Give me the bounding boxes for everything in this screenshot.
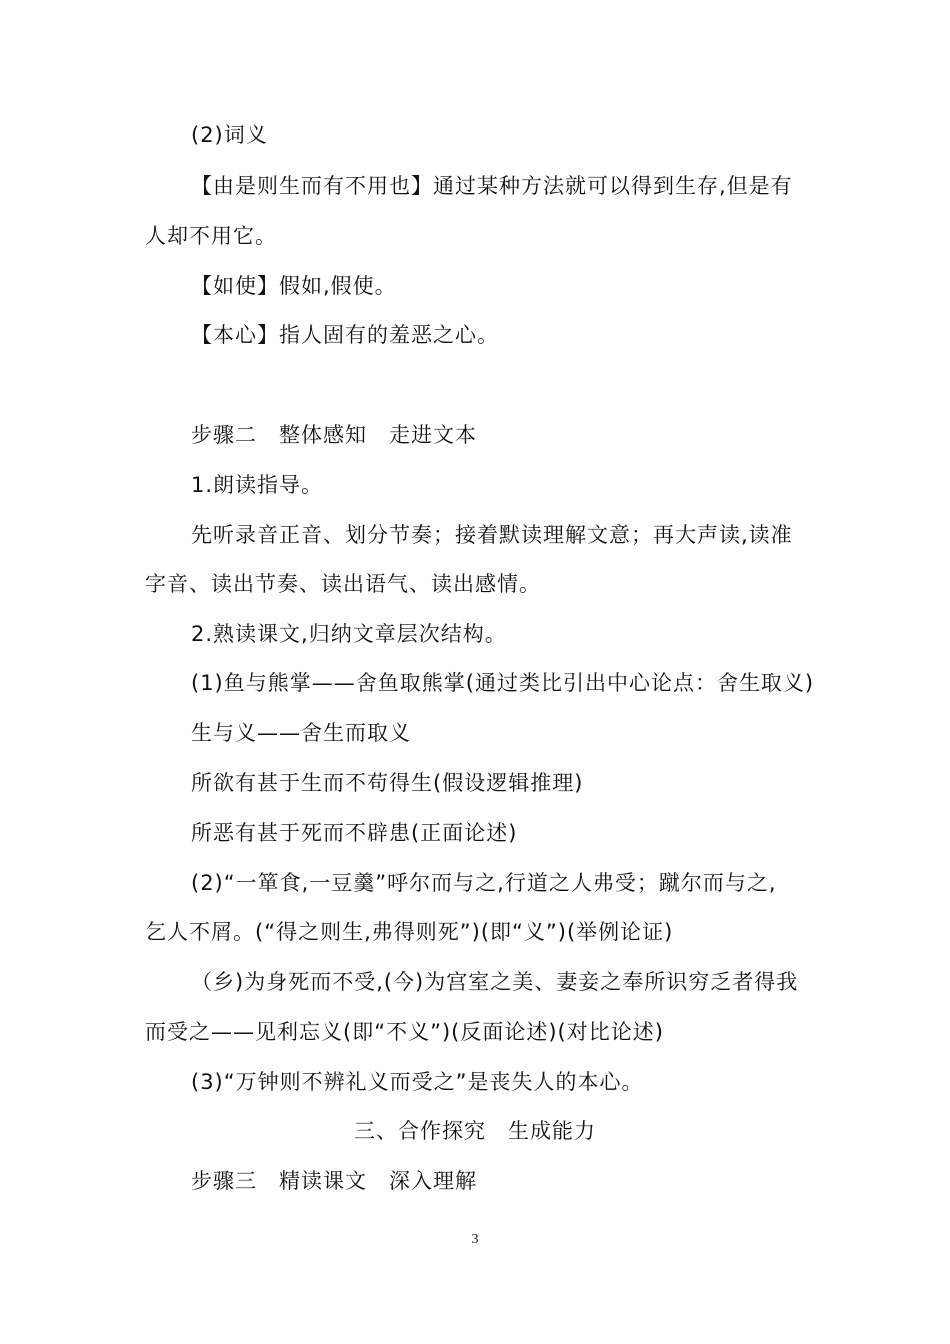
definition-line-continued: 人却不用它。 (145, 224, 277, 248)
page-number: 3 (471, 1232, 479, 1247)
structure-line: (2)“一箪食,一豆羹”呼尔而与之,行道之人弗受；蹴尔而与之, (191, 871, 777, 895)
paragraph-line: 先听录音正音、划分节奏；接着默读理解文意；再大声读,读准 (191, 523, 793, 547)
structure-line: 生与义——舍生而取义 (191, 721, 411, 745)
step-heading: 步骤三 精读课文 深入理解 (191, 1169, 477, 1193)
definition-line: 【本心】指人固有的羞恶之心。 (191, 323, 499, 347)
step-heading: 步骤二 整体感知 走进文本 (191, 423, 477, 447)
structure-line: （乡)为身死而不受,(今)为宫室之美、妻妾之奉所识穷乏者得我 (191, 970, 799, 994)
structure-line: 所欲有甚于生而不苟得生(假设逻辑推理) (191, 771, 584, 795)
structure-line: (1)鱼与熊掌——舍鱼取熊掌(通过类比引出中心论点：舍生取义) (191, 671, 815, 695)
section-heading: 三、合作探究 生成能力 (354, 1119, 596, 1143)
structure-line: (3)“万钟则不辨礼义而受之”是丧失人的本心。 (191, 1070, 644, 1094)
structure-line: 所恶有甚于死而不辟患(正面论述) (191, 821, 518, 845)
paragraph-line-continued: 字音、读出节奏、读出语气、读出感情。 (145, 572, 541, 596)
list-item: 2.熟读课文,归纳文章层次结构。 (191, 622, 507, 646)
definition-line: 【如使】假如,假使。 (191, 274, 397, 298)
structure-line-continued: 乞人不屑。(“得之则生,弗得则死”)(即“义”)(举例论证) (145, 920, 674, 944)
list-item: 1.朗读指导。 (191, 473, 324, 497)
word-meaning-heading: (2)词义 (191, 123, 268, 147)
structure-line-continued: 而受之——见利忘义(即“不义”)(反面论述)(对比论述) (145, 1020, 664, 1044)
definition-line: 【由是则生而有不用也】通过某种方法就可以得到生存,但是有 (191, 174, 793, 198)
